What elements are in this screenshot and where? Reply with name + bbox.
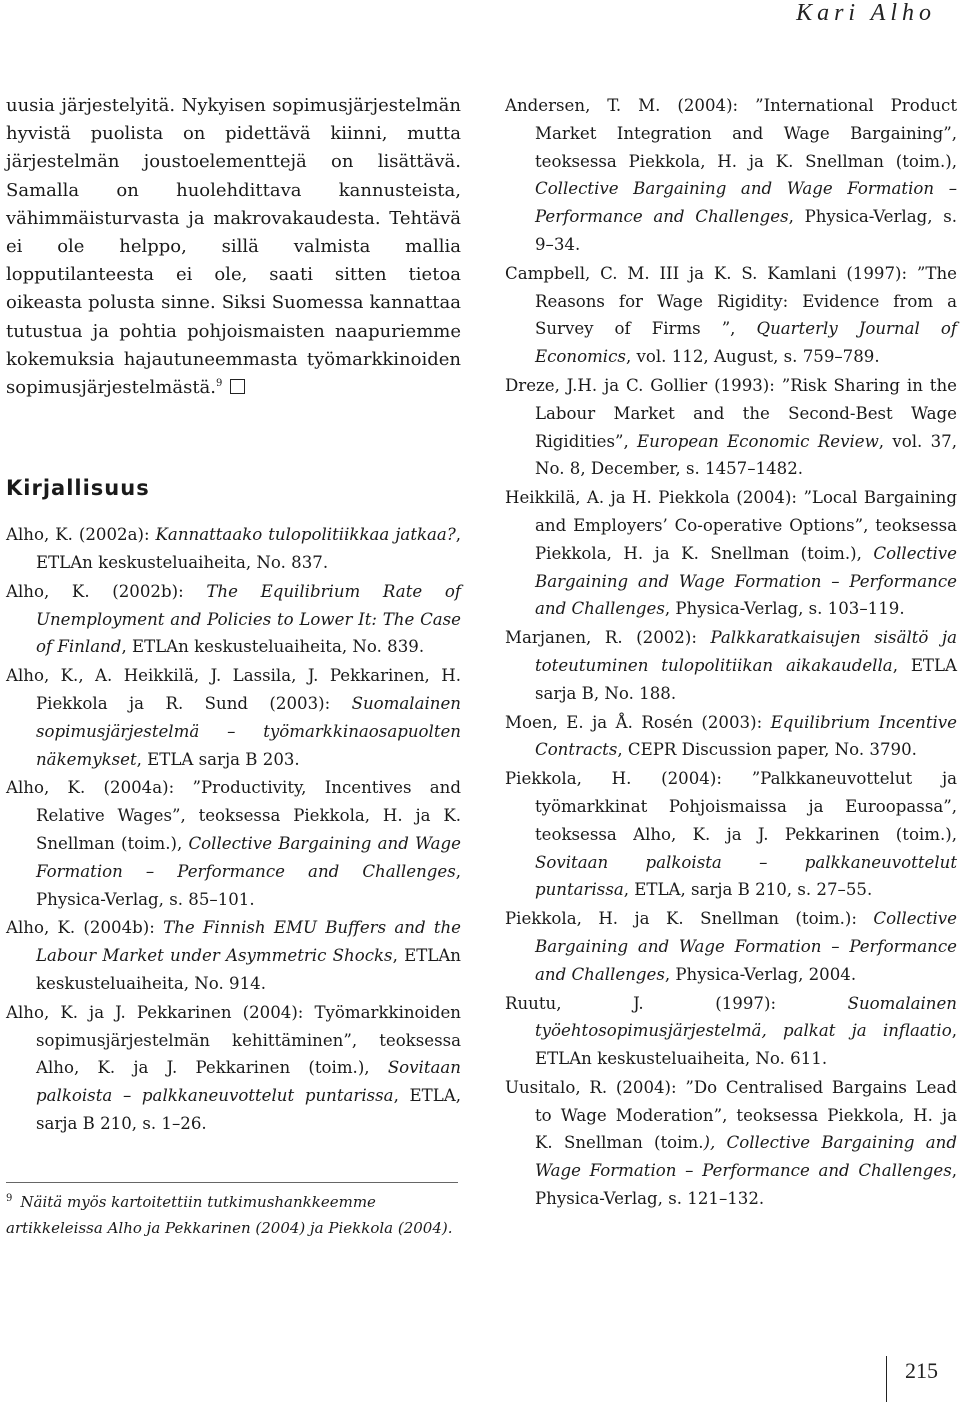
reference-list-left [6,521,461,1138]
reference-text: , ETLAn keskusteluaiheita, No. 914. [36,946,461,993]
reference-entry [505,905,957,988]
reference-text: Ruutu, J. (1997): [505,993,848,1013]
footnote [6,1189,461,1241]
reference-text: Alho, K. (2004b): [6,918,164,938]
reference-entry [505,765,957,904]
end-of-article-box-icon [230,379,245,394]
reference-entry [6,578,461,661]
footnote-text: Näitä myös kartoitettiin tutkimushankkeemme artikkeleissa Alho ja Pekkarinen (2004) ja Piekkola (2004). [6,1193,453,1237]
reference-text: , ETLA sarja B 203. [136,749,300,769]
reference-text: Alho, K. (2002a): [6,525,156,545]
reference-title: Quarterly Journal of Economics [535,319,957,367]
running-head: Kari Alho [796,0,936,26]
reference-text: Campbell, C. M. III ja K. S. Kamlani (1997): ”The Reasons for Wage Rigidity: Evidence from a Survey of Firms ”, [505,263,957,339]
reference-entry [505,260,957,371]
right-column [505,92,957,1214]
reference-text: Marjanen, R. (2002): [505,628,711,648]
reference-entry [6,914,461,997]
body-paragraph [6,92,461,402]
reference-text: Piekkola, H. ja K. Snellman (toim.): [505,909,874,929]
reference-entry [505,709,957,765]
section-heading-references: Kirjallisuus [6,476,150,501]
reference-text: Piekkola, H. (2004): ”Palkkaneuvottelut ja työmarkkinat Pohjoismaissa ja Euroopassa”, teoksessa Alho, K. ja J. Pekkarinen (toim.), [505,769,957,844]
footnote-area [6,1182,461,1241]
reference-entry [6,999,461,1138]
reference-text: , ETLA, sarja B 210, s. 27–55. [623,880,873,900]
reference-list-right [505,92,957,1213]
reference-title: Collective Bargaining and Wage Formation – Performance and Challenges [535,909,957,984]
reference-text: , vol. 112, August, s. 759–789. [625,347,880,367]
reference-entry [505,484,957,623]
reference-title: The Finnish EMU Buffers and the Labour Market under Asymmetric Shocks [36,918,461,966]
reference-title: ), Collective Bargaining and Wage Formation – Performance and Challenges [535,1133,957,1181]
reference-text: Alho, K. (2002b): [6,581,207,601]
reference-title: Equilibrium Incentive Contracts [535,712,957,760]
reference-text: Dreze, J.H. ja C. Gollier (1993): ”Risk Sharing in the Labour Market and the Second-Best Wage Rigidities”, [505,375,957,451]
reference-text: Uusitalo, R. (2004): ”Do Centralised Bargains Lead to Wage Moderation”, teoksessa Piekkola, H. ja K. Snellman (toim. [505,1077,957,1153]
footnote-rule [6,1182,458,1183]
reference-entry [505,92,957,259]
reference-title: Kannattaako tulopolitiikkaa jatkaa? [155,525,456,545]
reference-text: Andersen, T. M. (2004): ”International Product Market Integration and Wage Bargaining”, teoksessa Piekkola, H. ja K. Snellman (toim.), [505,96,957,171]
reference-text: Moen, E. ja Å. Rosén (2003): [505,712,771,732]
reference-text: , ETLA sarja B, No. 188. [535,655,958,703]
page-number-rule [886,1356,887,1402]
reference-text: Alho, K. ja J. Pekkarinen (2004): Työmarkkinoiden sopimusjärjestelmän kehittäminen”, teoksessa Alho, K. ja J. Pekkarinen (toim.), [6,1002,461,1078]
reference-title: Suomalainen työehtosopimusjärjestelmä, palkat ja inflaatio [535,993,957,1041]
reference-title: Collective Bargaining and Wage Formation – Performance and Challenges [535,179,957,227]
reference-entry [6,521,461,577]
reference-text: , Physica-Verlag, s. 9–34. [535,207,957,254]
body-paragraph-text: uusia järjestelyitä. Nykyisen sopimusjärjestelmän hyvistä puolista on pidettävä kiinni, mutta järjestelmän joustoelementtejä on lisättävä. Samalla on huolehdittava kannusteista, vähimmäisturvasta ja makrovakaudesta. Tehtävä ei ole helppo, sillä valmista mallia lopputilanteesta ei ole, saati sitten tietoa oikeasta polusta sinne. Siksi Suomessa kannattaa tutustua ja pohtia pohjoismaisten naapuriemme kokemuksia hajautuneemmasta työmarkkinoiden sopimusjärjestelmästä. [6,95,461,399]
reference-text: , Physica-Verlag, s. 121–132. [535,1161,957,1209]
reference-entry [505,1074,957,1213]
left-column [6,92,461,1139]
page-number: 215 [905,1358,938,1383]
reference-entry [6,774,461,913]
reference-title: European Economic Review [637,431,879,451]
reference-title: The Equilibrium Rate of Unemployment and Policies to Lower It: The Case of Finland [36,581,461,657]
reference-text: , Physica-Verlag, 2004. [664,964,857,984]
reference-text: , ETLA, sarja B 210, s. 1–26. [36,1086,461,1133]
reference-title: Palkkaratkaisujen sisältö ja toteutuminen tulopolitiikan aikakaudella [535,628,957,675]
reference-text: Alho, K. (2004a): ”Productivity, Incentives and Relative Wages”, teoksessa Piekkola, H. ja K. Snellman (toim.), [6,778,461,853]
footnote-number: 9 [6,1193,13,1204]
reference-title: Collective Bargaining and Wage Formation – Performance and Challenges [36,834,461,881]
reference-entry [505,372,957,483]
reference-title: Suomalainen sopimusjärjestelmä – työmarkkinaosapuolten näkemykset [36,694,461,769]
reference-text: Heikkilä, A. ja H. Piekkola (2004): ”Local Bargaining and Employers’ Co-operative Options”, teoksessa Piekkola, H. ja K. Snellman (toim.), [505,488,957,563]
reference-text: , Physica-Verlag, s. 103–119. [664,599,905,619]
footnote-marker: 9 [216,378,223,390]
reference-text: , Physica-Verlag, s. 85–101. [36,861,461,909]
reference-text: , vol. 37, No. 8, December, s. 1457–1482. [535,431,957,479]
reference-text: , ETLAn keskusteluaiheita, No. 611. [535,1021,957,1069]
reference-title: Sovitaan palkoista – palkkaneuvottelut puntarissa [36,1058,461,1106]
reference-entry [505,990,957,1073]
reference-title: Collective Bargaining and Wage Formation – Performance and Challenges [535,543,957,619]
reference-title: Sovitaan palkoista – palkkaneuvottelut puntarissa [535,852,957,900]
reference-text: , CEPR Discussion paper, No. 3790. [617,740,917,760]
reference-text: , ETLAn keskusteluaiheita, No. 837. [36,525,462,573]
reference-text: Alho, K., A. Heikkilä, J. Lassila, J. Pekkarinen, H. Piekkola ja R. Sund (2003): [6,666,461,714]
reference-entry [6,662,461,773]
reference-entry [505,624,957,707]
reference-text: , ETLAn keskusteluaiheita, No. 839. [121,637,425,657]
